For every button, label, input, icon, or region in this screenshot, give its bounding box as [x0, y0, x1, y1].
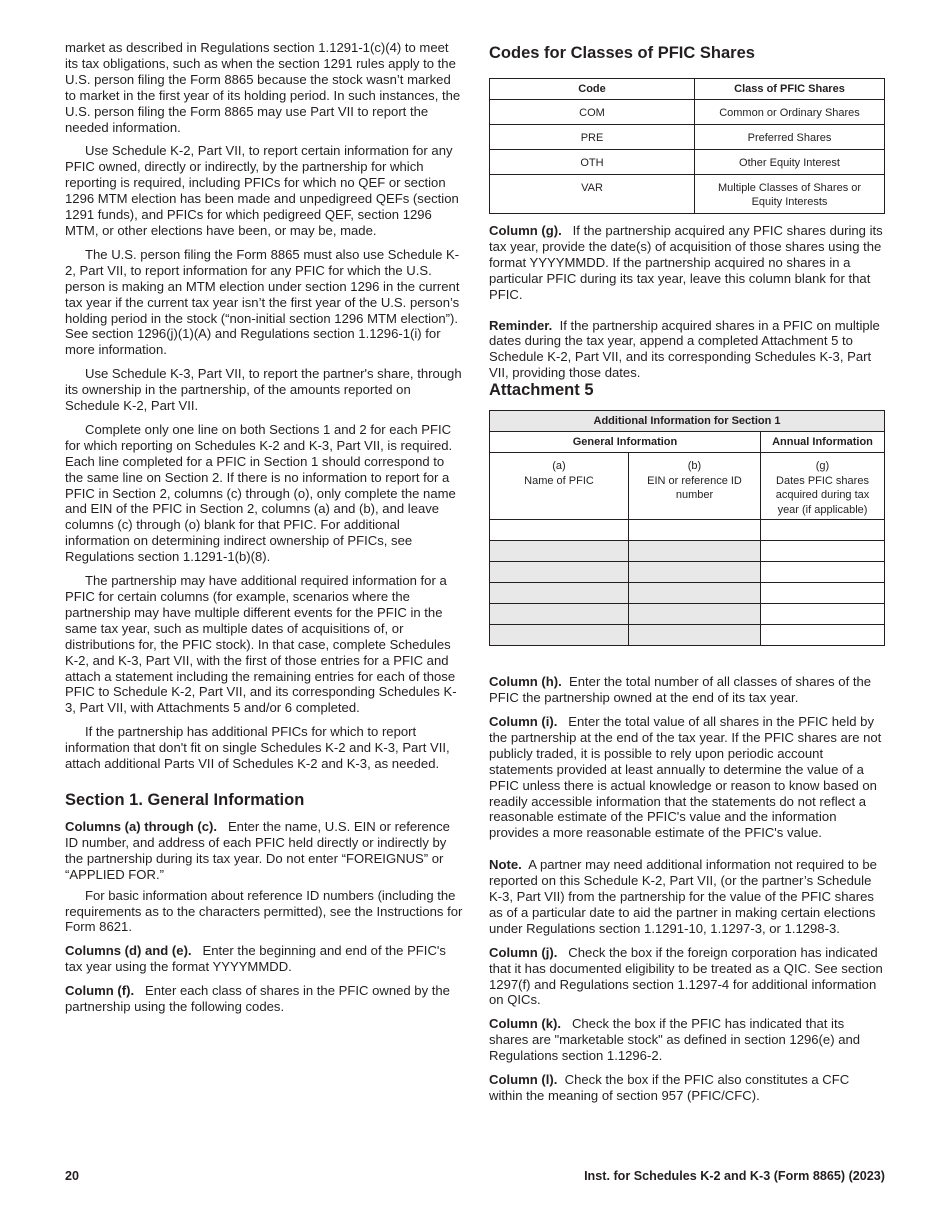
column-j-text: Check the box if the foreign corporation has indicated that it has documented eligibility to be treated as a QIC. See section 1297(f) and Regulations section 1.1297-4 for additional information on QICs. [489, 944, 883, 1008]
column-a-label: Name of PFIC [524, 474, 594, 487]
table-row [490, 125, 885, 150]
columns-d-e-text: Enter the beginning and end of the PFIC's tax year using the format YYYYMMDD. [65, 943, 446, 975]
dates-acquired-cell[interactable] [761, 562, 885, 583]
codes-table-header [490, 79, 885, 100]
paragraph-one-line: Complete only one line on both Sections 1 and 2 for each PFIC for which reporting on Schedules K-2 and K-3, Part VII, is required. Each line completed for a PFIC in Section 1 should correspond to the same line on Section 2. If there is no information to report for a PFIC in Section 2, columns (c) through (o), only complete the name and EIN of the PFIC in Section 2, columns (a) and (b), and leave columns (c) through (o) blank for that PFIC. For additional information on determining indirect ownership of PFICs, see Regulations section 1.1291-1(b)(8). [65, 421, 456, 565]
column-f-label: Column (f). [65, 983, 135, 999]
table-row [490, 520, 885, 541]
column-g-header [761, 453, 885, 520]
column-k-text: Check the box if the PFIC has indicated that its shares are "marketable stock" as defined in section 1296(e) and Regulations section 1.1296-2. [489, 1016, 861, 1064]
class-cell: Preferred Shares [695, 125, 885, 150]
left-column [65, 40, 465, 1015]
table-row [490, 150, 885, 175]
attachment-5-table [489, 410, 885, 646]
column-h-label: Column (h). [489, 674, 562, 690]
column-g-label: Column (g). [489, 223, 562, 238]
page-number: 20 [65, 1169, 80, 1183]
paragraph-schedule-k3-use: Use Schedule K-3, Part VII, to report the partner's share, through its ownership in the partnership, of the amounts reported on Schedule K-2, Part VII. [65, 366, 462, 414]
reference-id-paragraph: For basic information about reference ID numbers (including the requirements as to the characters permitted), see the Instructions for Form 8621. [65, 887, 463, 935]
column-g-label: Dates PFIC shares acquired during tax year (if applicable) [775, 474, 870, 516]
group-annual-information: Annual Information [761, 432, 885, 453]
column-h-paragraph [489, 674, 886, 706]
note-paragraph [489, 857, 886, 937]
code-cell: COM [490, 100, 695, 125]
paragraph-additional-pfics: If the partnership has additional PFICs for which to report information that don't fit on single Schedules K-2 and K-3, Part VII, attach additional Parts VII of Schedules K-2 and K-3, as needed. [65, 724, 450, 772]
column-b-label: EIN or reference ID number [647, 474, 742, 502]
column-k-label: Column (k). [489, 1016, 562, 1032]
reminder-text: If the partnership acquired shares in a PFIC on multiple dates during the tax year, append a completed Attachment 5 to Schedule K-2, Part VII, and its corresponding Schedules K-3, Part VII, providing those dates. [489, 317, 880, 381]
column-a-letter: (a) [552, 460, 566, 473]
attachment-column-headers [490, 453, 885, 520]
columns-d-e-label: Columns (d) and (e). [65, 943, 192, 959]
class-cell: Other Equity Interest [695, 150, 885, 175]
codes-table [489, 78, 885, 214]
ein-cell-shaded [629, 625, 761, 646]
paragraph-mtm-continued: market as described in Regulations section 1.1291-1(c)(4) to meet its tax obligations, such as when the section 1291 rules apply to the U.S. person filing the Form 8865 because the stock wasn’t marked to market in the first year of its holding period. In such instances, the U.S. person filing the Form 8865 may use Part VII to report the needed information. [65, 40, 461, 135]
column-i-paragraph [489, 714, 886, 841]
code-cell: OTH [490, 150, 695, 175]
name-of-pfic-cell-shaded [490, 604, 629, 625]
dates-acquired-cell[interactable] [761, 625, 885, 646]
table-row [490, 562, 885, 583]
reminder-label: Reminder. [489, 317, 553, 333]
column-a-header [490, 453, 629, 520]
dates-acquired-cell[interactable] [761, 604, 885, 625]
dates-acquired-cell[interactable] [761, 583, 885, 604]
dates-acquired-cell[interactable] [761, 520, 885, 541]
class-cell: Multiple Classes of Shares or Equity Interests [695, 175, 885, 214]
section1-heading: Section 1. General Information [65, 790, 305, 809]
column-l-text: Check the box if the PFIC also constitutes a CFC within the meaning of section 957 (PFIC/CFC). [489, 1072, 850, 1103]
ein-cell[interactable] [629, 520, 761, 541]
codes-heading: Codes for Classes of PFIC Shares [489, 44, 755, 62]
column-j-label: Column (j). [489, 944, 558, 960]
right-column [489, 40, 886, 1104]
note-label: Note. [489, 857, 522, 873]
column-j-paragraph [489, 945, 886, 1009]
column-k-paragraph [489, 1016, 886, 1064]
dates-acquired-cell[interactable] [761, 541, 885, 562]
paragraph-mtm-election: The U.S. person filing the Form 8865 must also use Schedule K-2, Part VII, to report information for any PFIC for which the U.S. person is making an MTM election under section 1296 in the current tax year if the current tax year isn’t the first year of the U.S. person’s holding period in the stock (“non-initial section 1296 MTM election”). See section 1296(j)(1)(A) and Regulations section 1.1296-1(i) for more information. [65, 246, 460, 358]
ein-cell-shaded [629, 562, 761, 583]
table-row [490, 175, 885, 214]
column-f-text: Enter each class of shares in the PFIC owned by the partnership using the following codes. [65, 983, 450, 1015]
class-cell: Common or Ordinary Shares [695, 100, 885, 125]
column-b-letter: (b) [687, 460, 702, 473]
column-l-paragraph [489, 1072, 886, 1104]
name-of-pfic-cell-shaded [490, 562, 629, 583]
columns-d-e-paragraph [65, 943, 465, 975]
codes-header-code: Code [490, 79, 695, 100]
column-b-header [629, 453, 761, 520]
name-of-pfic-cell-shaded [490, 583, 629, 604]
column-i-label: Column (i). [489, 713, 558, 729]
column-g-text: If the partnership acquired any PFIC shares during its tax year, provide the date(s) of acquisition of those shares using the format YYYYMMDD. If the partnership acquired no shares in a particular PFIC during its tax year, leave this column blank for that PFIC. [489, 223, 883, 302]
table-row [490, 100, 885, 125]
columns-a-c-text: Enter the name, U.S. EIN or reference ID number, and address of each PFIC held directly or indirectly by the partnership during its tax year. Do not enter “FOREIGNUS” or “APPLIED FOR.” [65, 818, 450, 882]
group-general-information: General Information [490, 432, 761, 453]
attachment-table-title: Additional Information for Section 1 [490, 411, 885, 432]
name-of-pfic-cell-shaded [490, 625, 629, 646]
column-l-label: Column (l). [489, 1072, 558, 1088]
column-g-letter: (g) [815, 460, 830, 473]
code-cell: PRE [490, 125, 695, 150]
column-f-paragraph [65, 983, 465, 1015]
paragraph-additional-info: The partnership may have additional required information for a PFIC for certain columns (for example, scenarios where the partnership may have multiple different events for the PFIC in the same tax year, such as multiple dates of acquisitions of, or distributions for, the PFIC stock). In that case, complete Schedules K-2, and K-3, Part VII, with the first of those entries for a PFIC and attach a statement including the remaining entries for each of those PFIC to Schedule K-2, Part VII, and its corresponding Schedules K-3, Part VII, with Attachments 5 and/or 6 completed. [65, 573, 457, 716]
note-text: A partner may need additional information not required to be reported on this Schedule K-2, Part VII, (or the partner’s Schedule K-3, Part VII) from the partnership for the value of the PFIC shares as of a particular date to aid the partner in making certain elections under Regulations section 1.1291-10, 1.1297-3, or 1.1298-3. [489, 857, 877, 936]
table-row [490, 625, 885, 646]
attachment-group-row [490, 432, 885, 453]
attachment-title-row [490, 411, 885, 432]
columns-a-c-paragraph [65, 819, 465, 883]
column-i-text: Enter the total value of all shares in the PFIC held by the partnership at the end of the tax year. If the PFIC shares are not publicly traded, it is possible to rely upon periodic account statements provided at least annually to determine the value of a PFIC unless there is actual knowledge or reason to know based on readily accessible information that the statements do not reflect a reasonable estimate of the PFIC's value and the information provides a more reasonable estimate of the PFIC's value. [489, 713, 882, 841]
table-row [490, 604, 885, 625]
table-row [490, 583, 885, 604]
name-of-pfic-cell[interactable] [490, 520, 629, 541]
footer-title: Inst. for Schedules K-2 and K-3 (Form 8865) (2023) [584, 1169, 885, 1183]
column-h-text: Enter the total number of all classes of shares of the PFIC the partnership owned at the end of its tax year. [489, 674, 872, 706]
reminder-paragraph [489, 318, 886, 382]
ein-cell-shaded [629, 604, 761, 625]
attachment-heading: Attachment 5 [489, 381, 594, 400]
paragraph-schedule-k2-use: Use Schedule K-2, Part VII, to report certain information for any PFIC owned, directly or indirectly, by the partnership for which reporting is required, including PFICs for which no QEF or section 1296 MTM election has been made and unpedigreed QEFs (section 1291 funds), and PFICs for which pedigreed QEF, section 1296 MTM, or other elections have been, or may be, made. [65, 143, 459, 238]
column-g-paragraph [489, 223, 886, 303]
name-of-pfic-cell-shaded [490, 541, 629, 562]
ein-cell-shaded [629, 541, 761, 562]
ein-cell-shaded [629, 583, 761, 604]
codes-header-class: Class of PFIC Shares [695, 79, 885, 100]
code-cell: VAR [490, 175, 695, 214]
columns-a-c-label: Columns (a) through (c). [65, 818, 218, 834]
table-row [490, 541, 885, 562]
